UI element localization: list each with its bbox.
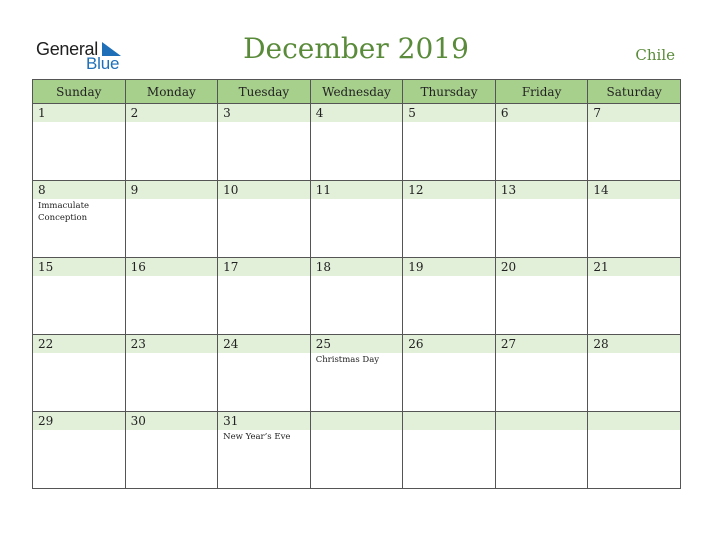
day-cell — [33, 104, 126, 181]
day-number — [496, 412, 588, 430]
day-cell — [310, 335, 403, 412]
day-cell — [403, 181, 496, 258]
day-number: 9 — [126, 181, 218, 199]
day-number: 16 — [126, 258, 218, 276]
day-number: 27 — [496, 335, 588, 353]
page-title: December 2019 — [243, 32, 469, 65]
day-cell — [218, 335, 311, 412]
week-row — [33, 412, 681, 489]
day-cell — [33, 258, 126, 335]
day-cell — [310, 181, 403, 258]
day-number: 30 — [126, 412, 218, 430]
day-cell — [403, 335, 496, 412]
calendar-grid — [32, 79, 681, 489]
day-cell — [495, 104, 588, 181]
day-cell — [588, 412, 681, 489]
day-number — [403, 412, 495, 430]
day-cell — [218, 181, 311, 258]
weekday-header: Friday — [495, 80, 588, 104]
day-number: 8 — [33, 181, 125, 199]
day-number: 28 — [588, 335, 680, 353]
weekday-header: Sunday — [33, 80, 126, 104]
day-number: 11 — [311, 181, 403, 199]
day-cell — [403, 258, 496, 335]
day-number: 6 — [496, 104, 588, 122]
day-number: 2 — [126, 104, 218, 122]
day-number: 31 — [218, 412, 310, 430]
weekday-header: Tuesday — [218, 80, 311, 104]
day-number: 12 — [403, 181, 495, 199]
day-number: 19 — [403, 258, 495, 276]
day-number: 21 — [588, 258, 680, 276]
holiday-label: New Year’s Eve — [223, 432, 291, 442]
week-row — [33, 258, 681, 335]
week-row — [33, 104, 681, 181]
weekday-header: Saturday — [588, 80, 681, 104]
day-number: 15 — [33, 258, 125, 276]
weekday-header: Thursday — [403, 80, 496, 104]
day-cell — [218, 412, 311, 489]
day-number — [588, 412, 680, 430]
day-number: 1 — [33, 104, 125, 122]
calendar-body — [33, 104, 681, 489]
day-number: 13 — [496, 181, 588, 199]
logo-text-blue: Blue — [86, 54, 120, 73]
day-number: 7 — [588, 104, 680, 122]
day-cell — [218, 258, 311, 335]
day-cell — [125, 181, 218, 258]
day-cell — [125, 104, 218, 181]
day-number: 20 — [496, 258, 588, 276]
day-cell — [403, 412, 496, 489]
day-number: 17 — [218, 258, 310, 276]
day-number: 3 — [218, 104, 310, 122]
day-cell — [495, 412, 588, 489]
day-cell — [495, 181, 588, 258]
day-number: 22 — [33, 335, 125, 353]
day-number: 26 — [403, 335, 495, 353]
holiday-label: Immaculate Conception — [38, 201, 90, 223]
weekday-header: Monday — [125, 80, 218, 104]
day-cell — [33, 335, 126, 412]
day-number: 23 — [126, 335, 218, 353]
day-number: 29 — [33, 412, 125, 430]
day-cell — [310, 258, 403, 335]
day-cell — [33, 181, 126, 258]
country-label: Chile — [635, 46, 675, 64]
holiday-label: Christmas Day — [315, 355, 380, 365]
weekday-header: Wednesday — [310, 80, 403, 104]
day-cell — [33, 412, 126, 489]
day-cell — [588, 335, 681, 412]
weekday-header-row — [33, 80, 681, 104]
day-cell — [495, 258, 588, 335]
day-cell — [588, 104, 681, 181]
logo-text-general: General — [36, 39, 98, 59]
day-cell — [403, 104, 496, 181]
week-row — [33, 335, 681, 412]
day-number: 5 — [403, 104, 495, 122]
day-cell — [310, 104, 403, 181]
day-cell — [125, 258, 218, 335]
day-number — [311, 412, 403, 430]
day-cell — [125, 412, 218, 489]
week-row — [33, 181, 681, 258]
day-cell — [588, 181, 681, 258]
day-number: 18 — [311, 258, 403, 276]
day-cell — [588, 258, 681, 335]
day-cell — [218, 104, 311, 181]
day-cell — [125, 335, 218, 412]
day-number: 4 — [311, 104, 403, 122]
day-number: 14 — [588, 181, 680, 199]
day-cell — [495, 335, 588, 412]
day-number: 25 — [311, 335, 403, 353]
day-number: 24 — [218, 335, 310, 353]
day-cell — [310, 412, 403, 489]
day-number: 10 — [218, 181, 310, 199]
